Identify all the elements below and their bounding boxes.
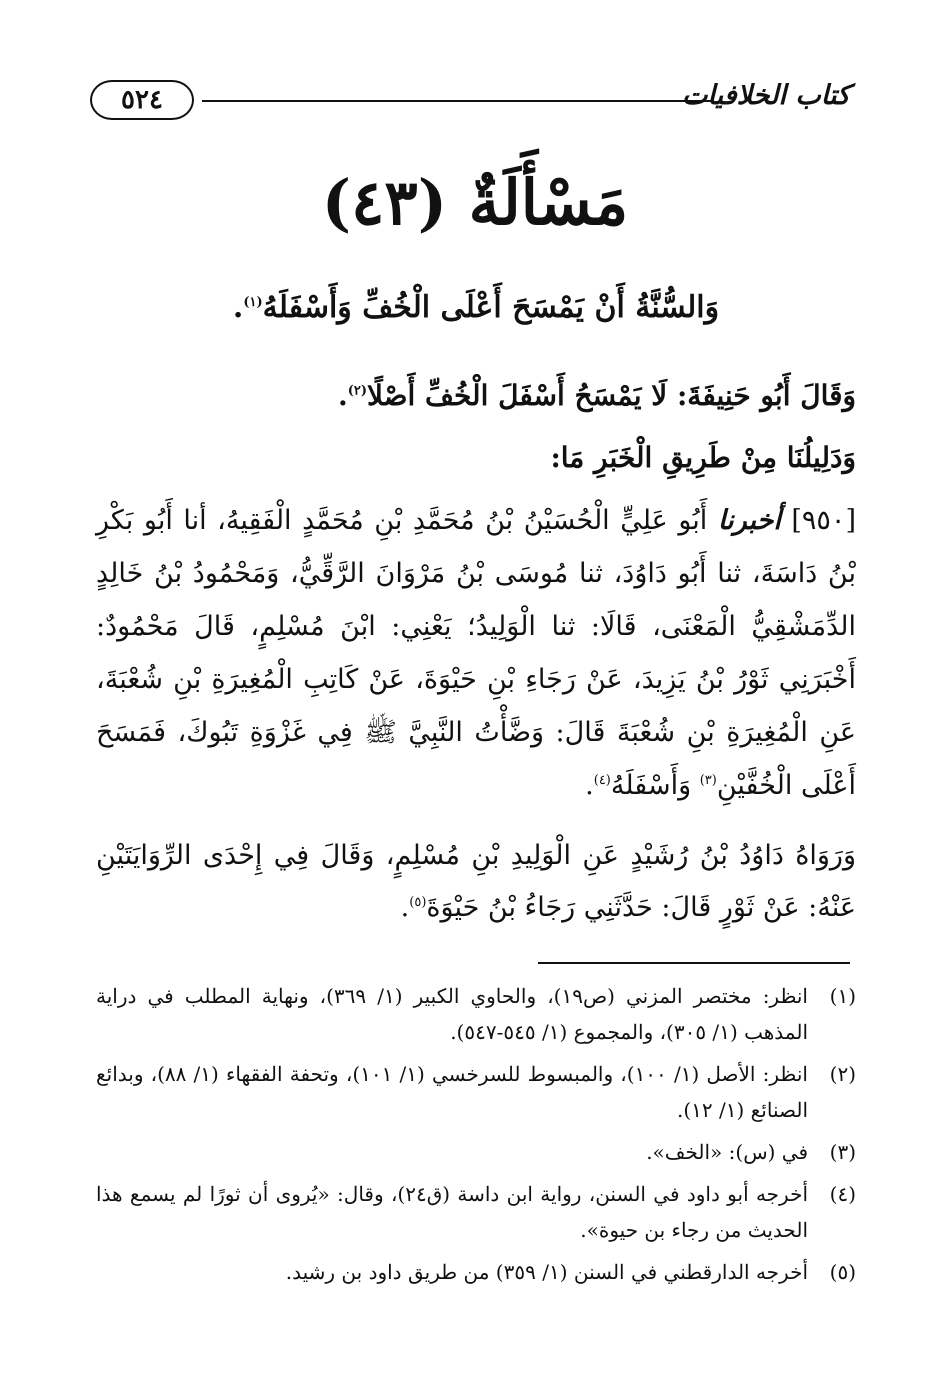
hadith-end: . <box>585 770 594 801</box>
footnote-text: انظر: الأصل (١/ ١٠٠)، والمبسوط للسرخسي (١/ ١٠١)، وتحفة الفقهاء (١/ ٨٨)، وبدائع الصنائع (١/ ١٢). <box>96 1062 808 1122</box>
footnote-label: (٤) <box>829 1182 856 1206</box>
opposing-opinion-end: . <box>337 379 348 412</box>
issue-statement-text: وَالسُّنَّةُ أَنْ يَمْسَحَ أَعْلَى الْخُفِّ وَأَسْفَلَهُ <box>262 290 720 325</box>
narration-text: وَرَوَاهُ دَاوُدُ بْنُ رُشَيْدٍ عَنِ الْوَلِيدِ بْنِ مُسْلِمٍ، وَقَالَ فِي إِحْدَى الرِّوَايَتَيْنِ عَنْهُ: عَنْ ثَوْرٍ قَالَ: حَدَّثَنِي رَجَاءُ بْنُ حَيْوَةَ <box>96 840 856 923</box>
footnote-text: أخرجه الدارقطني في السنن (١/ ٣٥٩) من طريق داود بن رشيد. <box>285 1260 808 1284</box>
footnote-ref-1: (١) <box>243 295 263 310</box>
hadith-text-1: أَبُو عَلِيٍّ الْحُسَيْنُ بْنُ مُحَمَّدِ بْنِ مُحَمَّدٍ الْفَقِيهُ، أنا أَبُو بَكْرِ بْنُ دَاسَةَ، ثنا أَبُو دَاوُدَ، ثنا مُوسَى بْنُ مَرْوَانَ الرَّقِّيُّ، وَمَحْمُودُ بْنُ خَالِدٍ الدِّمَشْقِيُّ الْمَعْنَى، قَالَا: ثنا الْوَلِيدُ؛ يَعْنِي: ابْنَ مُسْلِمٍ، قَالَ مَحْمُودٌ: أَخْبَرَنِي ثَوْرُ بْنُ يَزِيدَ، عَنْ رَجَاءِ بْنِ حَيْوَةَ، عَنْ كَاتِبِ الْمُغِيرَةِ بْنِ شُعْبَةَ، عَنِ الْمُغِيرَةِ بْنِ شُعْبَةَ قَالَ: وَضَّأْتُ النَّبِيَّ ﷺ فِي غَزْوَةِ تَبُوكَ، فَمَسَحَ أَعْلَى الْخُفَّيْنِ <box>96 505 856 801</box>
footnotes <box>96 978 856 1296</box>
footnote-item <box>96 1176 856 1248</box>
footnote-label: (٥) <box>829 1260 856 1284</box>
hadith-text-2: وَأَسْفَلَهُ <box>610 770 700 801</box>
header-rule <box>202 100 712 102</box>
hadith-paragraph <box>96 494 856 812</box>
footnote-ref-3: (٣) <box>699 773 717 788</box>
issue-title: مَسْأَلَةٌ (٤٣) <box>321 166 629 239</box>
book-title: كتاب الخلافيات <box>681 80 850 111</box>
footnote-ref-5: (٥) <box>409 895 427 910</box>
running-header <box>90 78 850 128</box>
footnote-item <box>96 1254 856 1290</box>
footnote-item <box>96 1134 856 1170</box>
footnote-text: انظر: مختصر المزني (ص١٩)، والحاوي الكبير (١/ ٣٦٩)، ونهاية المطلب في دراية المذهب (١/ ٣٠٥)، والمجموع (١/ ٥٤٥-٥٤٧). <box>96 984 808 1044</box>
narration-end: . <box>400 892 410 923</box>
footnote-item <box>96 978 856 1050</box>
footnote-label: (٣) <box>829 1140 856 1164</box>
footnote-item <box>96 1056 856 1128</box>
issue-statement <box>96 282 856 334</box>
footnote-separator <box>538 962 850 964</box>
issue-statement-end: . <box>232 290 244 325</box>
footnote-ref-4: (٤) <box>593 773 611 788</box>
opposing-opinion <box>96 370 856 422</box>
evidence-intro: وَدَلِيلُنَا مِنْ طَرِيقِ الْخَبَرِ مَا: <box>550 441 856 474</box>
page-number: ٥٢٤ <box>90 80 194 120</box>
hadith-akhbarana: أخبرنا <box>717 505 781 536</box>
narration-paragraph <box>96 830 856 934</box>
footnote-text: أخرجه أبو داود في السنن، رواية ابن داسة (ق٢٤)، وقال: «يُروى أن ثورًا لم يسمع هذا الحديث من رجاء بن حيوة». <box>96 1182 808 1242</box>
footnote-ref-2: (٢) <box>347 383 367 399</box>
opposing-opinion-text: وَقَالَ أَبُو حَنِيفَةَ: لَا يَمْسَحُ أَسْفَلَ الْخُفِّ أَصْلًا <box>366 379 856 412</box>
footnote-label: (٢) <box>829 1062 856 1086</box>
hadith-number: [٩٥٠] <box>791 505 856 536</box>
footnote-text: في (س): «الخف». <box>646 1140 808 1164</box>
footnote-label: (١) <box>829 984 856 1008</box>
